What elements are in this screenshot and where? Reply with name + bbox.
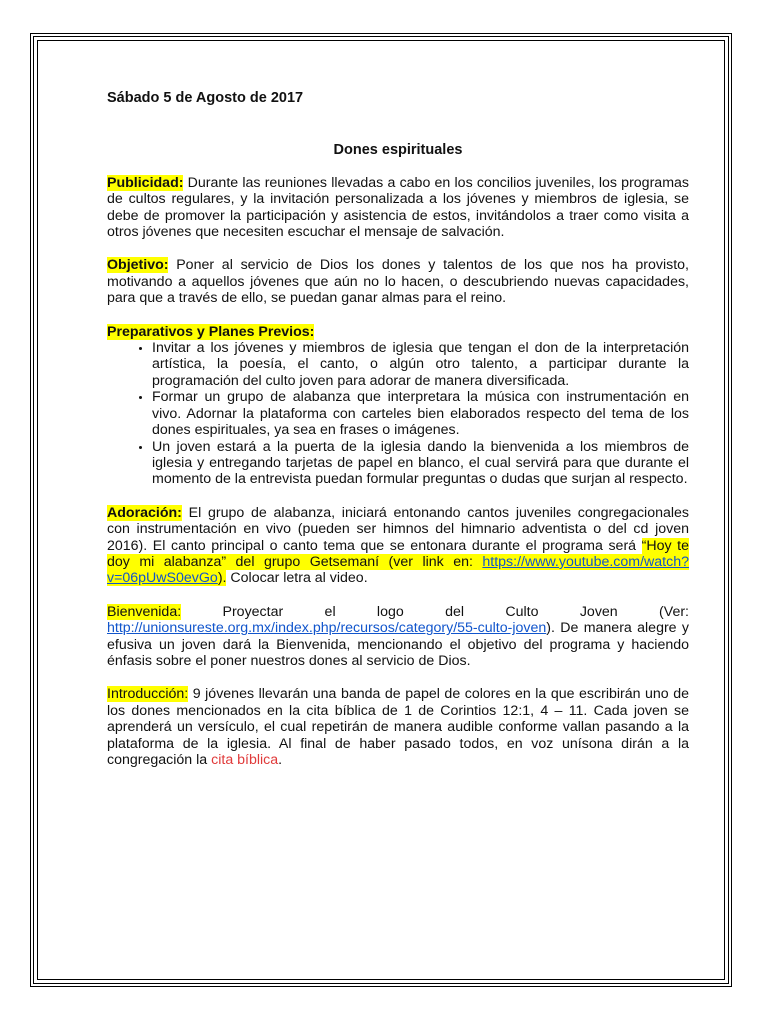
publicidad-paragraph: [107, 175, 689, 241]
song-title: “Hoy te doy mi alabanza” del grupo Getsemaní (ver link en:: [107, 537, 689, 570]
adoracion-tail: Colocar letra al video.: [226, 570, 368, 587]
youtube-link[interactable]: https://www.youtube.com/watch?v=06pUwS0evGo: [107, 553, 689, 587]
bienvenida-tail: ). De manera alegre y efusiva un joven dará la Bienvenida, mencionando el objetivo del programa y haciendo énfasis sobre el poner nuestros dones al servicio de Dios.: [107, 620, 689, 669]
cita-biblica-text: cita bíblica: [211, 752, 279, 768]
adoracion-label: Adoración:: [107, 504, 182, 521]
list-item: • Un joven estará a la puerta de la iglesia dando la bienvenida a los miembros de iglesia y entregando tarjetas de papel en blanco, el cual servirá para que durante el momento de la entrevista puedan formular preguntas o dudas que surjan al respecto.: [152, 439, 689, 488]
preparativos-list: [107, 340, 689, 488]
introduccion-paragraph: [107, 686, 689, 768]
publicidad-label: Publicidad:: [107, 174, 184, 191]
introduccion-label: Introducción:: [107, 686, 189, 703]
preparativos-label: Preparativos y Planes Previos:: [107, 323, 315, 340]
adoracion-text: El grupo de alabanza, iniciará entonando cantos juveniles congregacionales con instrumentación en vivo (pueden ser himnos del himnario adventista o del cd joven 2016). El canto principal o canto tema que se entonara durante el programa será: [107, 504, 689, 554]
objetivo-paragraph: [107, 257, 689, 306]
document-date: Sábado 5 de Agosto de 2017: [107, 90, 304, 106]
publicidad-text: Durante las reuniones llevadas a cabo en los concilios juveniles, los programas de cultos regulares, y la invitación personalizada a los jóvenes y miembros de iglesia, se debe de promover la participación y asistencia de estos, invitándolos a traer como visita a otros jóvenes que necesiten escuchar el mensaje de salvación.: [107, 174, 689, 241]
introduccion-end: .: [278, 752, 283, 768]
preparativos-heading: [107, 324, 689, 340]
list-item: • Invitar a los jóvenes y miembros de iglesia que tengan el don de la interpretación artística, la poesía, el canto, o algún otro talento, a participar durante la programación del culto joven para adorar de manera diversificada.: [152, 340, 689, 389]
list-item: • Formar un grupo de alabanza que interpretara la música con instrumentación en vivo. Adornar la plataforma con carteles bien elaborados respecto del tema de los dones espirituales, ya sea en frases o imágenes.: [152, 389, 689, 438]
culto-joven-link[interactable]: http://unionsureste.org.mx/index.php/recursos/category/55-culto-joven: [107, 620, 547, 637]
adoracion-paragraph: [107, 505, 689, 587]
objetivo-text: Poner al servicio de Dios los dones y talentos de los que nos ha provisto, motivando a aquellos jóvenes que aún no lo hacen, o descubriendo nuevas capacidades, para que a través de ello, se puedan ganar almas para el reino.: [107, 257, 689, 307]
objetivo-label: Objetivo:: [107, 257, 169, 274]
bienvenida-text: Proyectar el logo del Culto Joven (Ver:: [181, 603, 689, 620]
bienvenida-label: Bienvenida:: [107, 603, 182, 620]
introduccion-text: 9 jóvenes llevarán una banda de papel de colores en la que escribirán uno de los dones mencionados en la cita bíblica de 1 de Corintios 12:1, 4 – 11. Cada joven se aprenderá un versículo, el cual repetirán de manera audible conforme vallan pasando a la plataforma de la iglesia. Al final de haber pasado todos, en voz unísona dirán a la congregación la: [107, 686, 689, 768]
document-body: [107, 90, 689, 785]
song-highlight-end: ).: [217, 570, 227, 587]
document-title: Dones espirituales: [333, 142, 463, 159]
bienvenida-paragraph: [107, 604, 689, 670]
